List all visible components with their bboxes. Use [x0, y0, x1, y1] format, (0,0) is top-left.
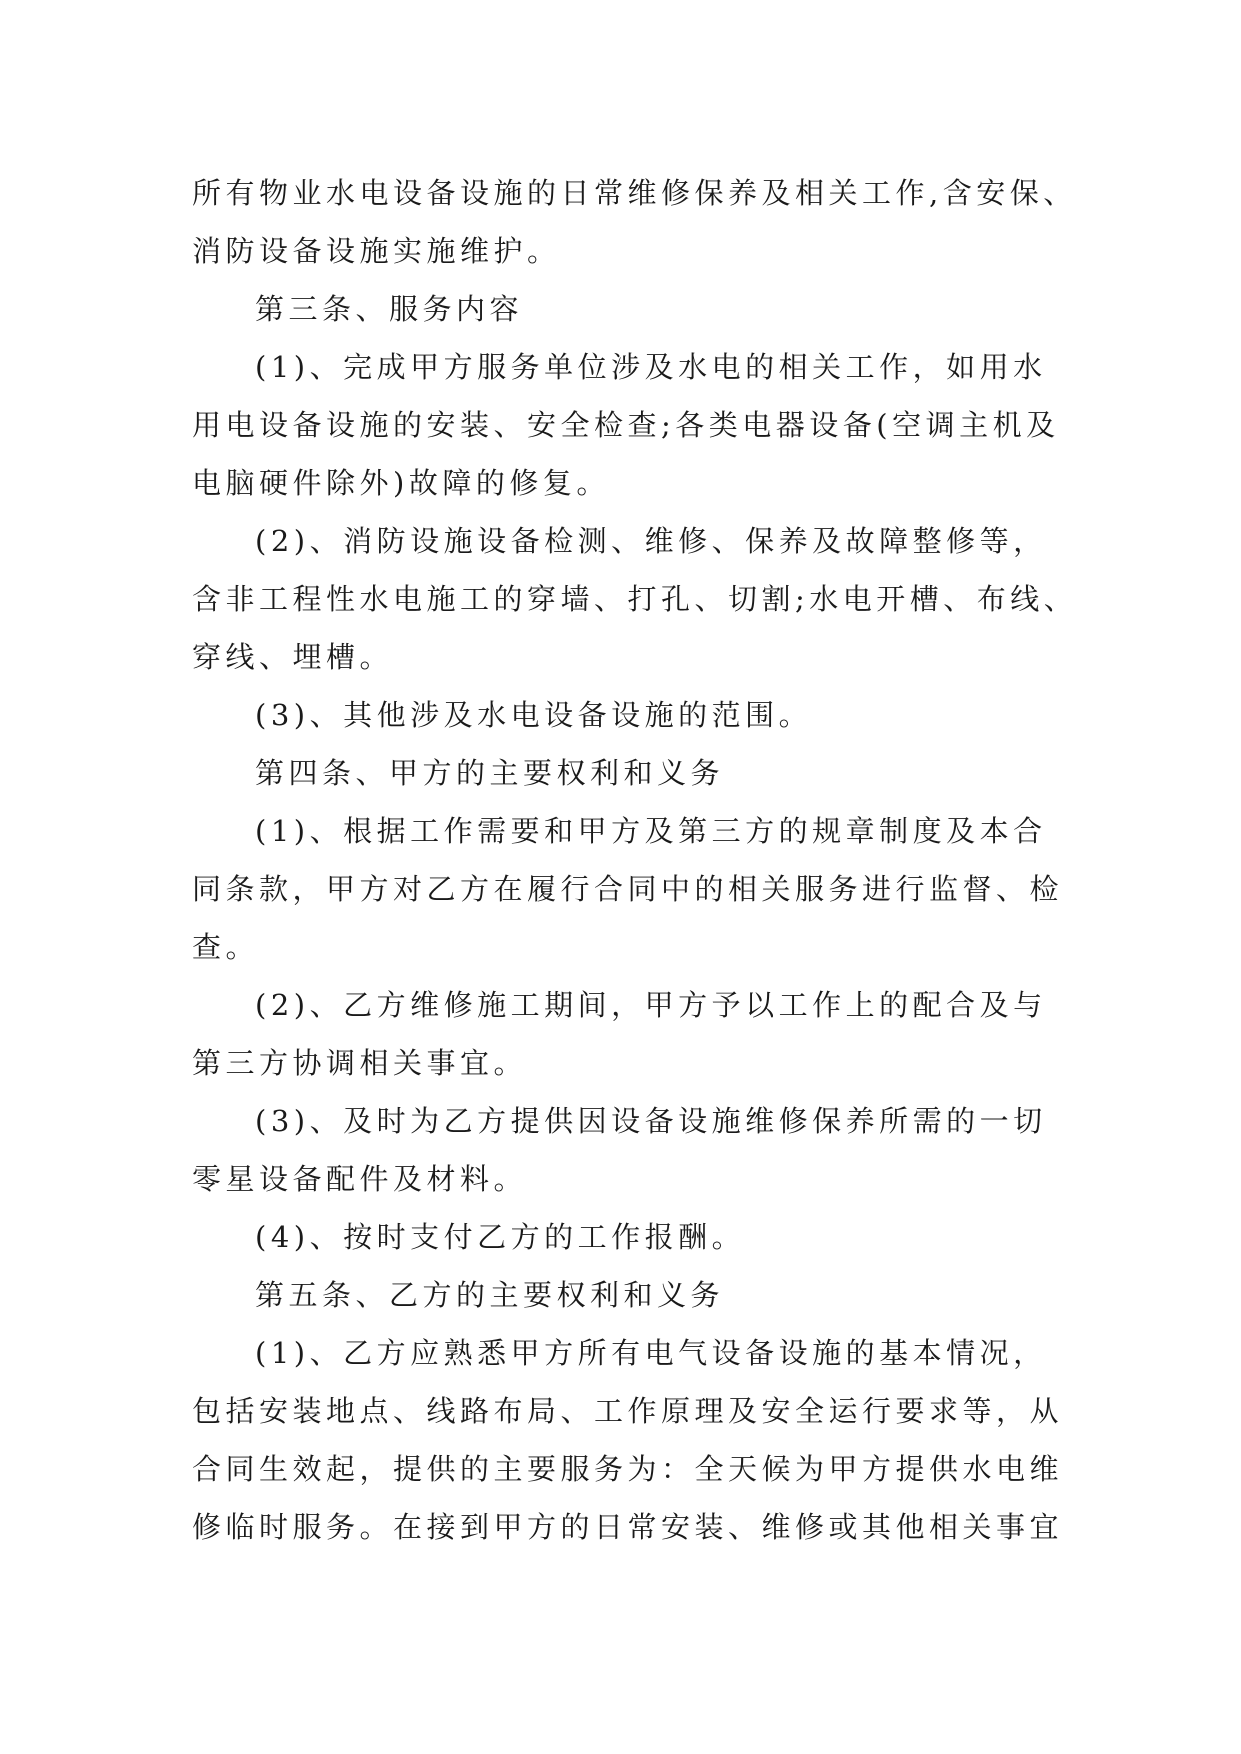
text-line: (2)、乙方维修施工期间，甲方予以工作上的配合及与 [255, 988, 1047, 1022]
text-line: (1)、乙方应熟悉甲方所有电气设备设施的基本情况， [255, 1336, 1047, 1370]
text-line: 查。 [192, 930, 260, 964]
text-line: (1)、根据工作需要和甲方及第三方的规章制度及本合 [255, 814, 1047, 848]
text-line: (3)、及时为乙方提供因设备设施维修保养所需的一切 [255, 1104, 1047, 1138]
section-heading: 第五条、乙方的主要权利和义务 [255, 1278, 725, 1312]
text-line: 含非工程性水电施工的穿墙、打孔、切割;水电开槽、布线、 [192, 582, 1078, 616]
text-line: 电脑硬件除外)故障的修复。 [192, 466, 610, 500]
text-line: (3)、其他涉及水电设备设施的范围。 [255, 698, 813, 732]
document-body [192, 164, 1092, 1556]
text-line: (2)、消防设施设备检测、维修、保养及故障整修等， [255, 524, 1047, 558]
text-line: (1)、完成甲方服务单位涉及水电的相关工作，如用水 [255, 350, 1047, 384]
text-line: 第三方协调相关事宜。 [192, 1046, 528, 1080]
text-line: 用电设备设施的安装、安全检查;各类电器设备(空调主机及 [192, 408, 1060, 442]
section-heading: 第三条、服务内容 [255, 292, 524, 326]
text-line: 零星设备配件及材料。 [192, 1162, 528, 1196]
text-line: 消防设备设施实施维护。 [192, 234, 561, 268]
section-heading: 第四条、甲方的主要权利和义务 [255, 756, 725, 790]
text-line: 包括安装地点、线路布局、工作原理及安全运行要求等，从 [192, 1394, 1064, 1428]
text-line: 修临时服务。在接到甲方的日常安装、维修或其他相关事宜 [192, 1510, 1064, 1544]
text-line: 穿线、埋槽。 [192, 640, 394, 674]
text-line: 合同生效起，提供的主要服务为：全天候为甲方提供水电维 [192, 1452, 1064, 1486]
text-line: 所有物业水电设备设施的日常维修保养及相关工作,含安保、 [192, 176, 1077, 210]
text-line: (4)、按时支付乙方的工作报酬。 [255, 1220, 746, 1254]
text-line: 同条款，甲方对乙方在履行合同中的相关服务进行监督、检 [192, 872, 1064, 906]
